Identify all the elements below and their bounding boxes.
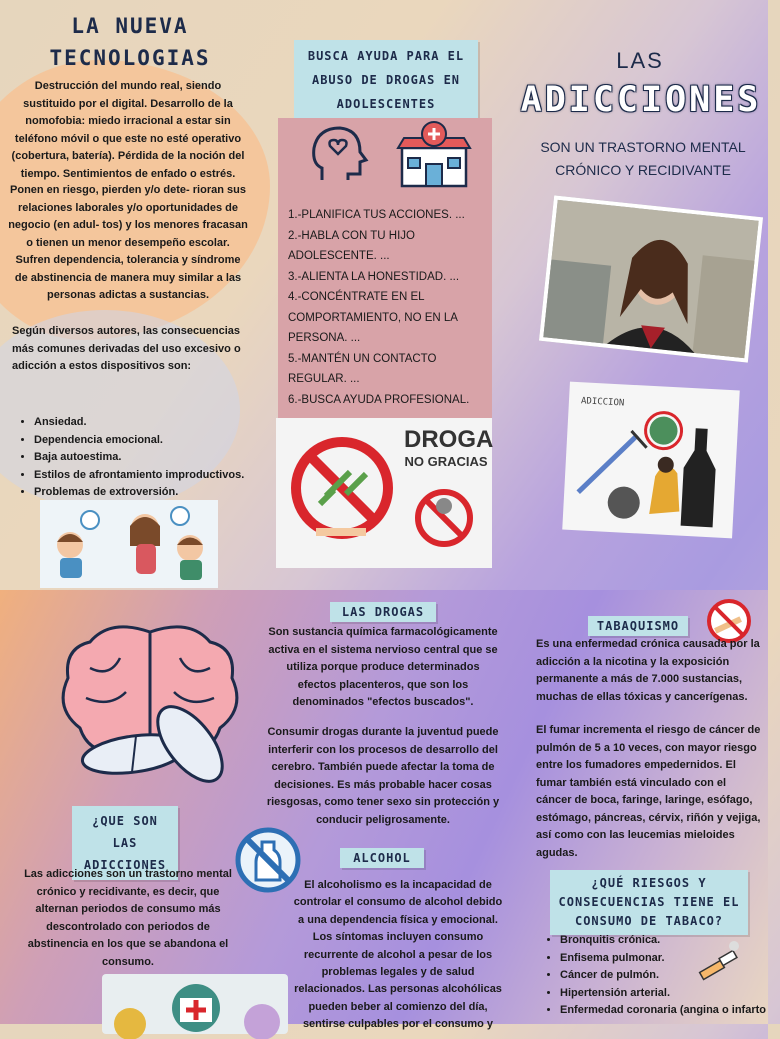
- drug-no-thanks-image: [276, 418, 492, 568]
- help-icons: [278, 118, 492, 190]
- addiction-sketch-image: [562, 382, 740, 539]
- bottom-panel: [0, 590, 768, 1031]
- list-item: • Enfermedad coronaria (angina o infarto: [560, 1002, 780, 1020]
- medical-icons-illustration: [102, 974, 288, 1034]
- help-steps-panel: [278, 118, 492, 418]
- tech-paragraph-3: Según diversos autores, las consecuencias más comunes derivadas del uso excesivo o adicción a estos dispositivos son:: [12, 325, 241, 372]
- what-body: Las adicciones son un trastorno mental crónico y recidivante, es decir, que alternan periodos de consumo más descontrolado con periodos de abstinencia en los que se abandona el consumo.: [24, 868, 232, 968]
- list-item: 3.-ALIENTA LA HONESTIDAD. ...: [288, 270, 460, 283]
- tobacco-title: TABAQUISMO: [588, 616, 688, 636]
- list-item: • Enfisema pulmonar.: [560, 950, 780, 968]
- tech-paragraph-2: Ponen en riesgo, pierden y/o dete- rioran sus relaciones laborales y/o oportunidades de negocio (en adul- tos) y los menores fracasan o tienen un menor desempeño escolar. Sufren dependencia, tolerancia y síndrome de abstinencia de manera muy similar a las personas adictas a sustancias.: [8, 184, 248, 301]
- alcohol-title: ALCOHOL: [340, 848, 424, 868]
- list-item: 2.-HABLA CON TU HIJO ADOLESCENTE. ...: [288, 229, 415, 262]
- list-item: • Ansiedad.: [34, 414, 264, 432]
- cover-title: ADICCIONES: [520, 80, 762, 120]
- what-title: ¿QUE SON LAS ADICCIONES: [72, 806, 178, 880]
- list-item: 6.-BUSCA AYUDA PROFESIONAL.: [288, 393, 470, 406]
- tobacco-paragraph-1: Es una enfermedad crónica causada por la adicción a la nicotina y la exposición permanente a más de 7.000 sustancias, muchas de ellas tóxicas y cancerígenas.: [536, 638, 760, 703]
- list-item: • Bronquitis crónica.: [560, 932, 780, 950]
- help-steps-list: [278, 195, 492, 410]
- tech-consequences-list: [14, 414, 264, 502]
- drugs-title: LAS DROGAS: [330, 602, 436, 622]
- tobacco-risks-list: [540, 932, 780, 1020]
- tobacco-risks-title: ¿QUÉ RIESGOS Y CONSECUENCIAS TIENE EL CONSUMO DE TABACO?: [550, 870, 748, 935]
- smoking-woman-photo: [539, 195, 763, 362]
- sketch-label: ADICCION: [580, 396, 625, 409]
- brain-pills-illustration: [50, 618, 250, 788]
- list-item: 5.-MANTÉN UN CONTACTO REGULAR. ...: [288, 352, 437, 385]
- alcohol-body: El alcoholismo es la incapacidad de controlar el consumo de alcohol debido a una dependencia física y emocional. Los síntomas incluyen consumo recurrente de alcohol a pesar de los problemas legales y de salud relacionados. Las personas alcohólicas pueden beber al comienzo del día, sentirse culpables por el consumo y: [293, 879, 503, 1031]
- list-item: 4.-CONCÉNTRATE EN EL COMPORTAMIENTO, NO EN LA PERSONA. ...: [288, 291, 458, 344]
- list-item: • Problemas de extroversión.: [34, 484, 264, 502]
- drugs-paragraph-2: Consumir drogas durante la juventud puede interferir con los procesos de desarrollo del cerebro. También puede afectar la toma de decisiones. Es más probable hacer cosas riesgosas, como tener sexo sin protección y conducir peligrosamente.: [266, 726, 500, 826]
- list-item: 1.-PLANIFICA TUS ACCIONES. ...: [288, 209, 465, 221]
- tech-paragraph-1: Destrucción del mundo real, siendo sustituido por el digital. Desarrollo de la nomofobia: miedo irracional a estar sin teléfono móvil o que este no esté operativo (cobertura, batería). Pérdida de la noción del tiempo. Sentimientos de enfado o estrés.: [11, 80, 245, 180]
- head-heart-icon: [314, 128, 366, 180]
- help-title: BUSCA AYUDA PARA EL ABUSO DE DROGAS EN ADOLESCENTES: [294, 40, 478, 120]
- tech-title: LA NUEVA TECNOLOGIAS: [49, 14, 211, 70]
- kids-with-devices-illustration: [40, 500, 218, 588]
- list-item: • Cáncer de pulmón.: [560, 967, 780, 985]
- drug-sign-line-2: NO GRACIAS: [404, 454, 488, 469]
- cover-subtitle: SON UN TRASTORNO MENTAL CRÓNICO Y RECIDIVANTE: [540, 139, 746, 178]
- list-item: • Dependencia emocional.: [34, 432, 264, 450]
- list-item: • Baja autoestima.: [34, 449, 264, 467]
- list-item: • Hipertensión arterial.: [560, 985, 780, 1003]
- list-item: • Estilos de afrontamiento improductivos.: [34, 467, 264, 485]
- drugs-paragraph-1: Son sustancia química farmacológicamente activa en el sistema nervioso central que se utiliza porque produce determinados efectos placenteros, que son los denominados "efectos buscados".: [268, 626, 498, 708]
- pharmacy-store-icon: [398, 122, 470, 186]
- drug-sign-line-1: DROGA: [404, 426, 494, 453]
- cover-las: LAS: [616, 48, 664, 73]
- broken-cigarette-icon: [694, 938, 744, 988]
- tobacco-paragraph-2: El fumar incrementa el riesgo de cáncer de pulmón de 5 a 10 veces, con mayor riesgo entre los fumadores empedernidos. El fumar también está vinculado con el cáncer de boca, faringe, laringe, esófago, estómago, páncreas, cérvix, riñón y vejiga, así como con las leucemias mieloides agudas.: [536, 724, 761, 859]
